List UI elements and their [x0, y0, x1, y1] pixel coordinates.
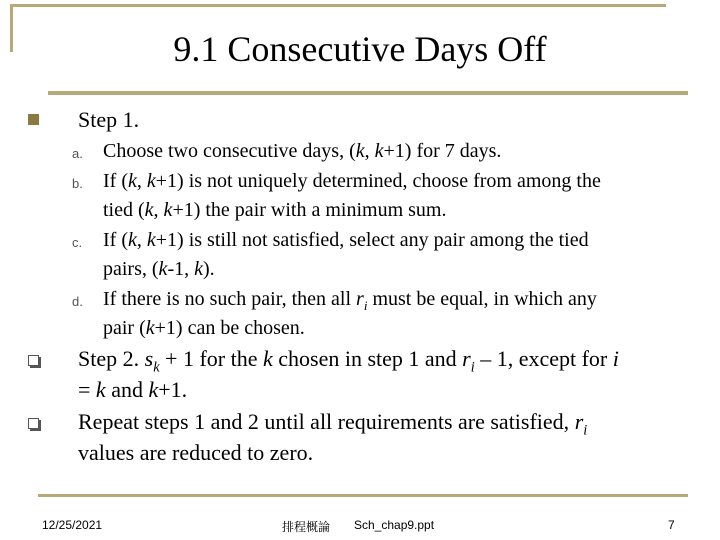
step1-text: Step 1.	[78, 107, 140, 132]
subitem-text: pair (k+1) can be chosen.	[103, 317, 305, 339]
footer-page-number: 7	[668, 518, 675, 532]
footer-divider	[38, 494, 688, 497]
footer-course: 排程概論	[282, 520, 331, 534]
subitem-text: tied (k, k+1) the pair with a minimum sum.	[103, 199, 447, 221]
subitem-label: a.	[72, 146, 83, 161]
footer-date: 12/25/2021	[42, 518, 103, 532]
subitem-text: pairs, (k-1, k).	[103, 258, 215, 280]
subitem-label: c.	[72, 234, 83, 250]
checkbox-bullet-icon	[28, 418, 39, 429]
title-divider	[48, 91, 688, 95]
subitem-label: b.	[72, 175, 83, 191]
footer-file: Sch_chap9.ppt	[354, 518, 435, 532]
subitem-text: Choose two consecutive days, (k, k+1) for 7 days.	[103, 140, 502, 162]
step2-line: Step 2. $s_k + 1$ for the k chosen in step 1 and $r_i - 1$, except for i	[78, 346, 619, 376]
frame-top-border	[10, 4, 666, 7]
subitem-text: If there is no such pair, then all $r_i$ must be equal, in which any	[103, 287, 597, 313]
subitem-text: If (k, k+1) is not uniquely determined, choose from among the	[103, 169, 601, 192]
subitem-label: d.	[72, 293, 83, 309]
step2-line: = k and k+1.	[78, 377, 188, 402]
square-bullet-icon	[28, 114, 39, 125]
subitem-text: If (k, k+1) is still not satisfied, select any pair among the tied	[103, 228, 589, 251]
checkbox-bullet-icon	[28, 355, 39, 366]
step3-line: Repeat steps 1 and 2 until all requirements are satisfied, $r_i$	[78, 409, 588, 439]
slide-title: 9.1 Consecutive Days Off	[173, 29, 547, 69]
step3-line: values are reduced to zero.	[78, 440, 314, 465]
